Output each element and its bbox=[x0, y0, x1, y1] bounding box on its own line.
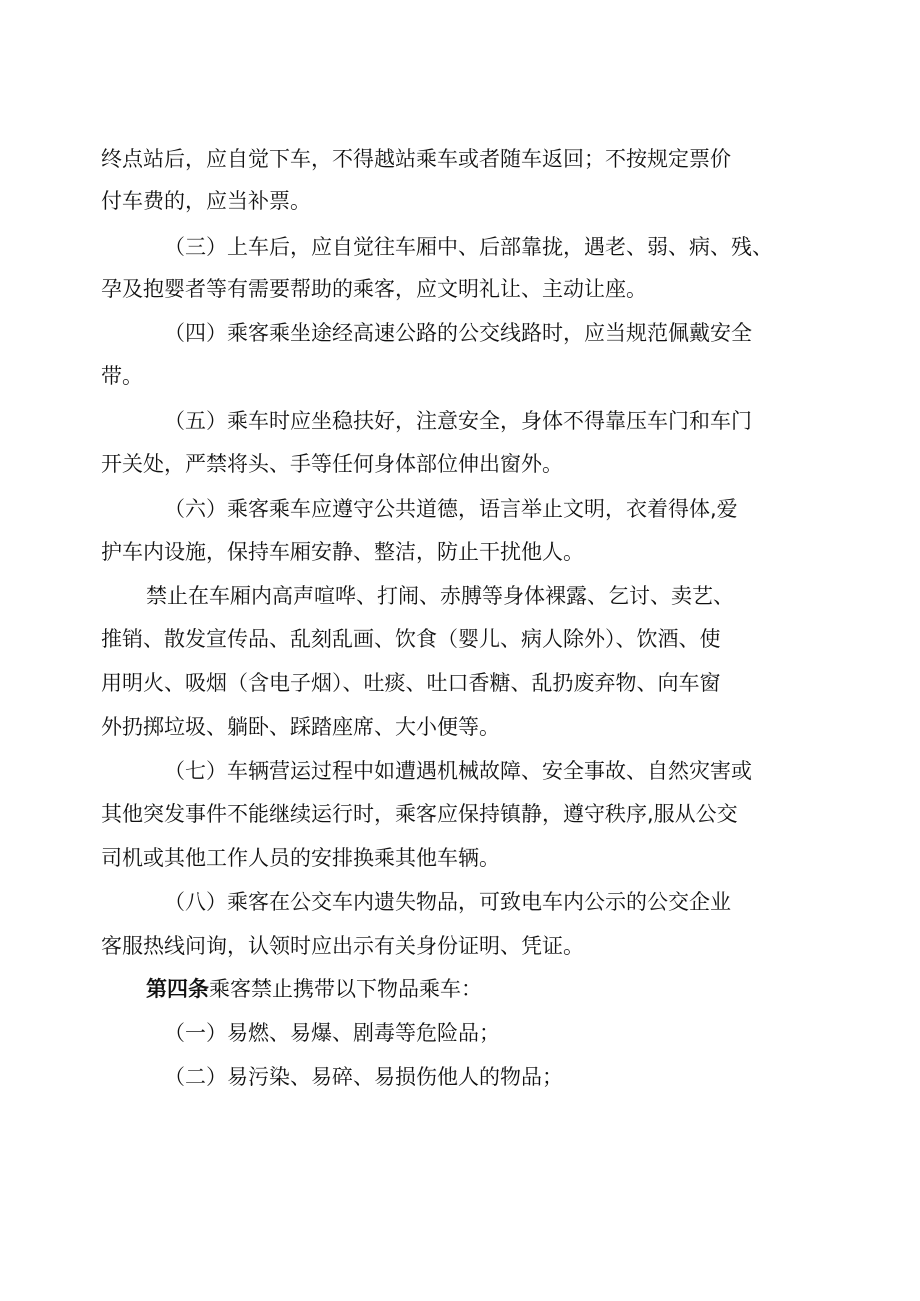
text-line-7: （五）乘车时应坐稳扶好，注意安全，身体不得靠压车门和车门 bbox=[164, 409, 752, 433]
list-item-1: （一）易燃、易爆、剧毒等危险品； bbox=[164, 1021, 500, 1045]
text-line-14: 外扔掷垃圾、躺卧、踩踏座席、大小便等。 bbox=[101, 715, 500, 739]
text-line-17: 司机或其他工作人员的安排换乘其他车辆。 bbox=[101, 846, 500, 870]
list-item-2: （二）易污染、易碎、易损伤他人的物品； bbox=[164, 1065, 563, 1089]
text-line-10: 护车内设施，保持车厢安静、整洁，防止干扰他人。 bbox=[101, 540, 584, 564]
text-line-5: （四）乘客乘坐途经高速公路的公交线路时，应当规范佩戴安全 bbox=[164, 321, 752, 345]
text-line-12: 推销、散发宣传品、乱刻乱画、饮食（婴儿、病人除外）、饮酒、使 bbox=[101, 627, 721, 651]
text-line-13: 用明火、吸烟（含电子烟）、吐痰、吐口香糖、乱扔废弃物、向车窗 bbox=[101, 671, 721, 695]
text-line-18: （八）乘客在公交车内遗失物品，可致电车内公示的公交企业 bbox=[164, 890, 731, 914]
article-4-heading: 第四条 bbox=[146, 977, 209, 1001]
text-line-9: （六）乘客乘车应遵守公共道德，语言举止文明，衣着得体,爱 bbox=[164, 497, 738, 521]
text-line-1: 终点站后，应自觉下车，不得越站乘车或者随车返回；不按规定票价 bbox=[101, 147, 731, 171]
text-line-2: 付车费的，应当补票。 bbox=[101, 189, 311, 213]
text-line-4: 孕及抱婴者等有需要帮助的乘客，应文明礼让、主动让座。 bbox=[101, 277, 647, 301]
article-4-line bbox=[146, 974, 482, 1004]
text-line-11: 禁止在车厢内高声喧哗、打闹、赤膊等身体裸露、乞讨、卖艺、 bbox=[146, 584, 734, 608]
text-line-3: （三）上车后，应自觉往车厢中、后部靠拢，遇老、弱、病、残、 bbox=[164, 235, 773, 259]
text-line-8: 开关处，严禁将头、手等任何身体部位伸出窗外。 bbox=[101, 452, 563, 476]
article-4-text: 乘客禁止携带以下物品乘车： bbox=[209, 977, 482, 1001]
text-line-16: 其他突发事件不能继续运行时，乘客应保持镇静，遵守秩序,服从公交 bbox=[101, 802, 738, 826]
text-line-15: （七）车辆营运过程中如遭遇机械故障、安全事故、自然灾害或 bbox=[164, 759, 752, 783]
text-line-6: 带。 bbox=[101, 364, 143, 388]
text-line-19: 客服热线问询，认领时应出示有关身份证明、凭证。 bbox=[101, 934, 584, 958]
